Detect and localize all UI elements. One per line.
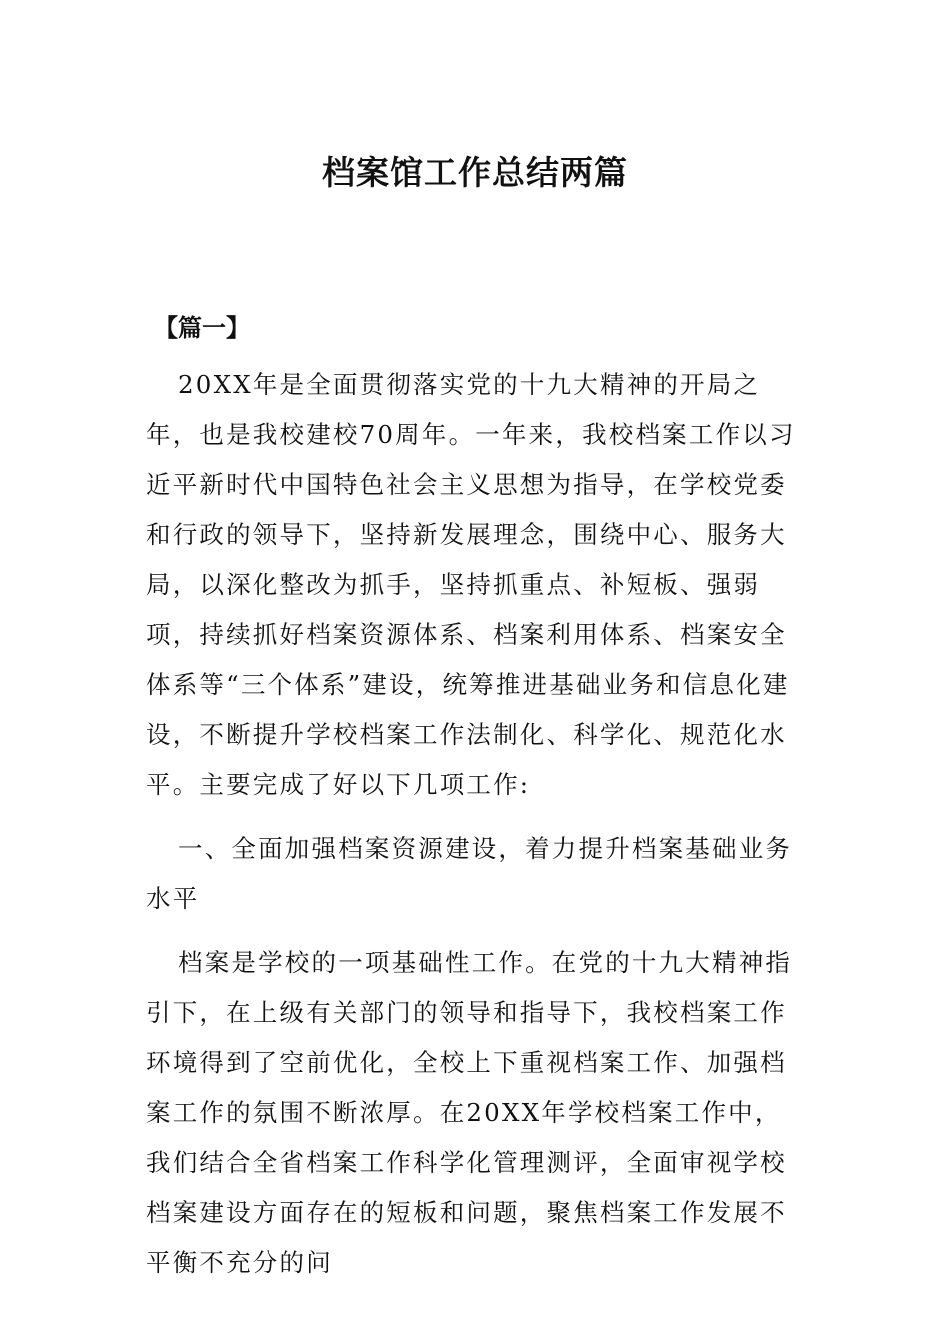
section-heading: 一、全面加强档案资源建设，着力提升档案基础业务水平 — [146, 834, 793, 913]
document-body — [146, 360, 796, 1288]
document-title: 档案馆工作总结两篇 — [322, 153, 628, 192]
section-label: 【篇一】 — [154, 314, 250, 342]
paragraph: 档案是学校的一项基础性工作。在党的十九大精神指引下，在上级有关部门的领导和指导下，我校档案工作环境得到了空前优化，全校上下重视档案工作、加强档案工作的氛围不断浓厚。在20XX年学校档案工作中，我们结合全省档案工作科学化管理测评，全面审视学校档案建设方面存在的短板和问题，聚焦档案工作发展不平衡不充分的问 — [146, 948, 793, 1277]
paragraph: 20XX年是全面贯彻落实党的十九大精神的开局之年，也是我校建校70周年。一年来，我校档案工作以习近平新时代中国特色社会主义思想为指导，在学校党委和行政的领导下，坚持新发展理念，围绕中心、服务大局，以深化整改为抓手，坚持抓重点、补短板、强弱项，持续抓好档案资源体系、档案利用体系、档案安全体系等“三个体系”建设，统筹推进基础业务和信息化建设，不断提升学校档案工作法制化、科学化、规范化水平。主要完成了好以下几项工作: — [146, 370, 796, 799]
